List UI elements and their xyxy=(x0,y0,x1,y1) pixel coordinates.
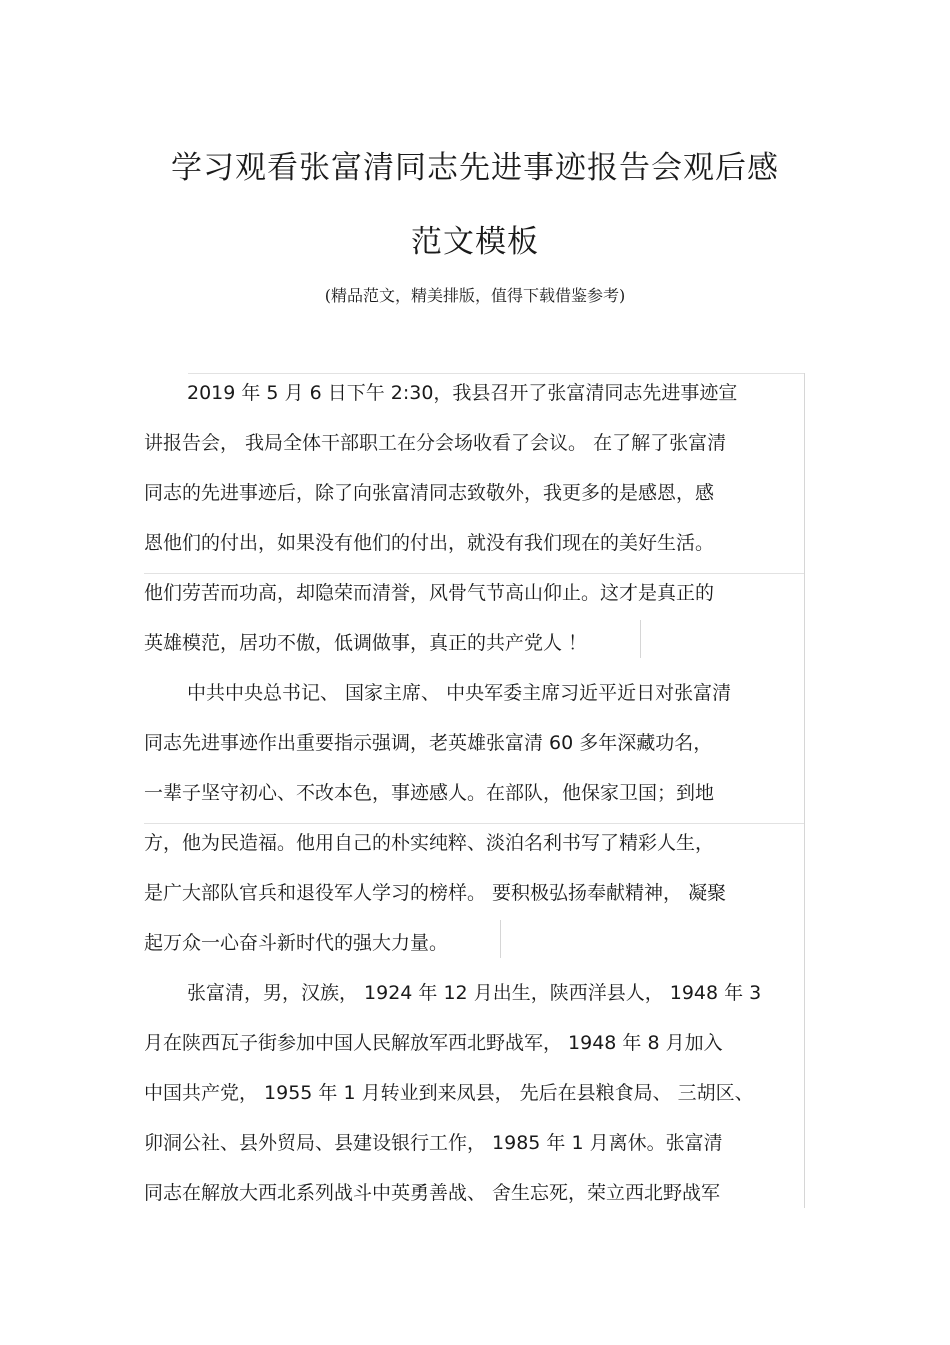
document-title-line-2: 范文模板 xyxy=(411,224,539,260)
body-line: 一辈子坚守初心、不改本色，事迹感人。在部队，他保家卫国；到地 xyxy=(144,782,715,804)
document-title-line-1: 学习观看张富清同志先进事迹报告会观后感 xyxy=(171,150,779,186)
body-line: 英雄模范，居功不傲，低调做事，真正的共产党人 ！ xyxy=(144,632,588,654)
body-line: 中国共产党， 1955 年 1 月转业到来凤县， 先后在县粮食局、 三胡区、 xyxy=(144,1082,754,1104)
document-subtitle: (精品范文，精美排版，值得下载借鉴参考) xyxy=(324,286,626,305)
body-line: 同志先进事迹作出重要指示强调，老英雄张富清 60 多年深藏功名， xyxy=(144,732,713,754)
body-line: 方，他为民造福。他用自己的朴实纯粹、淡泊名利书写了精彩人生， xyxy=(144,832,715,854)
body-line: 2019 年 5 月 6 日下午 2:30，我县召开了张富清同志先进事迹宣 xyxy=(187,382,738,404)
border-rule xyxy=(804,373,805,1208)
body-line: 张富清，男，汉族， 1924 年 12 月出生，陕西洋县人， 1948 年 3 xyxy=(187,982,762,1004)
body-line: 是广大部队官兵和退役军人学习的榜样。 要积极弘扬奉献精神， 凝聚 xyxy=(144,882,727,904)
body-line: 恩他们的付出，如果没有他们的付出，就没有我们现在的美好生活。 xyxy=(144,532,715,554)
body-line: 中共中央总书记、 国家主席、 中央军委主席习近平近日对张富清 xyxy=(187,682,732,704)
border-rule xyxy=(188,373,804,374)
body-line: 他们劳苦而功高，却隐荣而清誉，风骨气节高山仰止。这才是真正的 xyxy=(144,582,715,604)
border-rule xyxy=(144,573,804,574)
border-rule xyxy=(640,620,641,658)
body-line: 同志的先进事迹后，除了向张富清同志致敬外，我更多的是感恩，感 xyxy=(144,482,715,504)
border-rule xyxy=(500,920,501,958)
body-line: 同志在解放大西北系列战斗中英勇善战、 舍生忘死，荣立西北野战军 xyxy=(144,1182,721,1204)
border-rule xyxy=(144,823,804,824)
body-line: 卯洞公社、县外贸局、县建设银行工作， 1985 年 1 月离休。张富清 xyxy=(144,1132,723,1154)
body-line: 月在陕西瓦子街参加中国人民解放军西北野战军， 1948 年 8 月加入 xyxy=(144,1032,723,1054)
body-line: 讲报告会， 我局全体干部职工在分会场收看了会议。 在了解了张富清 xyxy=(144,432,727,454)
body-line: 起万众一心奋斗新时代的强大力量。 xyxy=(144,932,449,954)
